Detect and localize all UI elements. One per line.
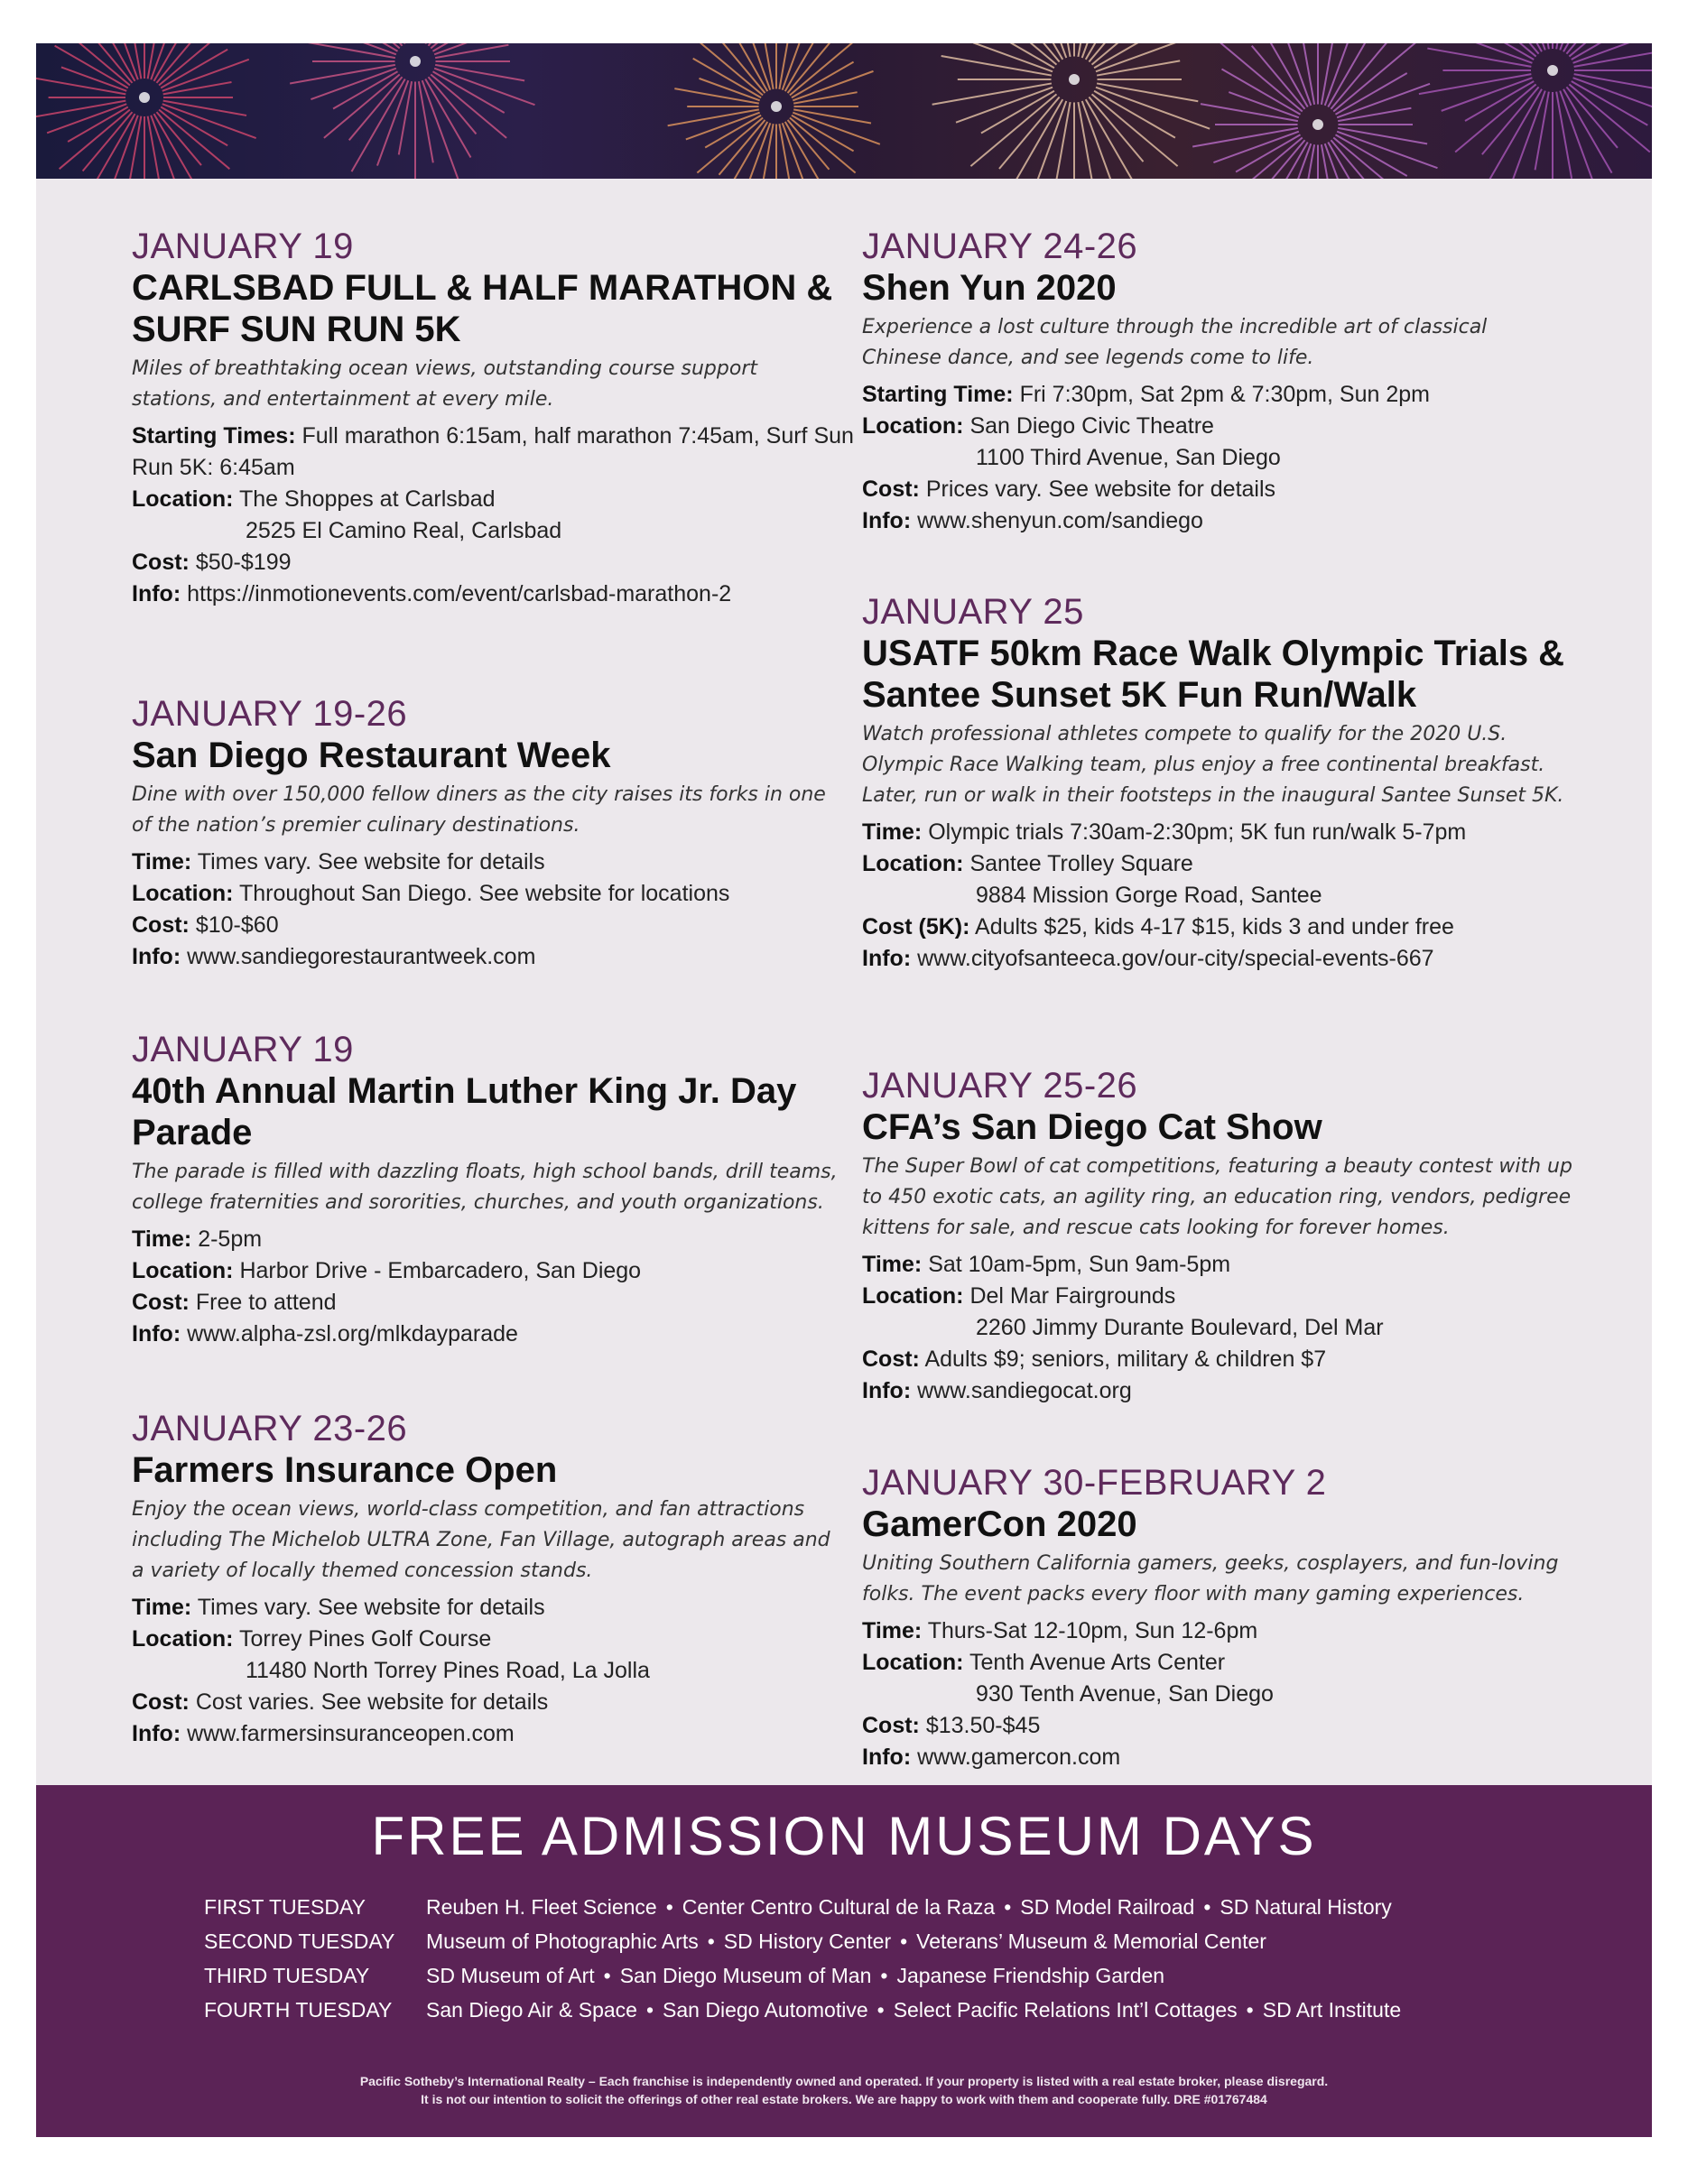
event-link[interactable]: www.gamercon.com <box>917 1744 1121 1770</box>
bullet-separator: • <box>880 1964 888 1987</box>
event-detail: Location: Del Mar Fairgrounds <box>862 1283 1176 1309</box>
event-date: JANUARY 24-26 <box>862 227 1138 266</box>
event-detail: Info: www.cityofsanteeca.gov/our-city/special-events-667 <box>862 946 1434 971</box>
event-link[interactable]: https://inmotionevents.com/event/carlsbad-marathon-2 <box>187 581 732 606</box>
bullet-separator: • <box>645 1998 654 2022</box>
museum-name: SD Art Institute <box>1262 1998 1402 2022</box>
event-detail: Time: Thurs-Sat 12-10pm, Sun 12-6pm <box>862 1618 1258 1643</box>
museum-name: Veterans’ Museum & Memorial Center <box>916 1930 1266 1953</box>
event-detail: Info: www.farmersinsuranceopen.com <box>132 1721 515 1746</box>
event-address: 2525 El Camino Real, Carlsbad <box>246 518 562 543</box>
event-title: Shen Yun 2020 <box>862 268 1117 308</box>
event-detail: Location: Harbor Drive - Embarcadero, San Diego <box>132 1258 642 1283</box>
event-detail: Info: www.sandiegocat.org <box>862 1378 1132 1403</box>
museum-list <box>426 1895 1392 1919</box>
bullet-separator: • <box>707 1930 715 1953</box>
bullet-separator: • <box>1246 1998 1254 2022</box>
museum-row <box>204 1962 1164 1989</box>
museum-name: Museum of Photographic Arts <box>426 1930 699 1953</box>
event-detail: Cost: $13.50-$45 <box>862 1713 1041 1738</box>
event-link[interactable]: www.farmersinsuranceopen.com <box>187 1721 515 1746</box>
museum-row <box>204 1928 1266 1955</box>
event-detail: Location: Throughout San Diego. See website for locations <box>132 881 730 906</box>
event-date: JANUARY 23-26 <box>132 1409 408 1448</box>
event-address: 11480 North Torrey Pines Road, La Jolla <box>246 1658 650 1683</box>
event-detail: Info: www.shenyun.com/sandiego <box>862 508 1203 533</box>
museum-day: FIRST TUESDAY <box>204 1895 366 1919</box>
museum-row <box>204 1996 1401 2023</box>
event-detail: Cost: Adults $9; seniors, military & children $7 <box>862 1346 1327 1372</box>
disclaimer-line: Pacific Sotheby’s International Realty – Each franchise is independently owned and operated. If your property is listed with a real estate broker, please disregard. <box>359 2074 1329 2088</box>
firework-burst <box>290 43 534 179</box>
event-detail: Info: www.alpha-zsl.org/mlkdayparade <box>132 1321 518 1346</box>
event-detail: Cost: Prices vary. See website for details <box>862 477 1276 502</box>
museum-name: SD History Center <box>723 1930 892 1953</box>
disclaimer <box>36 2072 1652 2108</box>
event-description: Experience a lost culture through the incredible art of classical Chinese dance, and see legends come to life. <box>862 316 1488 369</box>
event-item <box>132 226 872 610</box>
event-item <box>862 226 1602 537</box>
event-item <box>862 591 1602 975</box>
bullet-separator: • <box>876 1998 885 2022</box>
museum-row <box>204 1893 1392 1920</box>
event-title: CARLSBAD FULL & HALF MARATHON & SURF SUN RUN 5K <box>132 268 833 349</box>
event-detail: Time: 2-5pm <box>132 1226 263 1252</box>
firework-burst <box>932 43 1210 179</box>
event-item <box>862 1462 1602 1773</box>
event-detail: Time: Times vary. See website for details <box>132 1595 545 1620</box>
museum-list <box>426 1998 1401 2022</box>
firework-burst <box>668 43 880 179</box>
event-detail: Cost: $10-$60 <box>132 912 279 938</box>
event-description: The Super Bowl of cat competitions, featuring a beauty contest with up to 450 exotic cats, an agility ring, an education ring, vendors, pedigree kittens for sale, and rescue cats looking for forever homes. <box>862 1155 1572 1239</box>
flyer-page <box>36 43 1652 2137</box>
museum-name: SD Museum of Art <box>426 1964 595 1987</box>
event-item <box>862 1065 1602 1407</box>
bullet-separator: • <box>665 1895 673 1919</box>
event-title: 40th Annual Martin Luther King Jr. Day Parade <box>132 1071 797 1152</box>
event-item <box>132 693 872 973</box>
event-link[interactable]: www.shenyun.com/sandiego <box>917 508 1203 533</box>
event-link[interactable]: www.cityofsanteeca.gov/our-city/special-events-667 <box>917 946 1434 971</box>
event-link[interactable]: www.alpha-zsl.org/mlkdayparade <box>187 1321 518 1346</box>
event-date: JANUARY 25 <box>862 592 1084 632</box>
event-detail: Time: Sat 10am-5pm, Sun 9am-5pm <box>862 1252 1231 1277</box>
event-detail: Location: Torrey Pines Golf Course <box>132 1626 492 1652</box>
event-date: JANUARY 30-FEBRUARY 2 <box>862 1463 1327 1503</box>
event-description: Uniting Southern California gamers, geeks, cosplayers, and fun-loving folks. The event packs every floor with many gaming experiences. <box>862 1552 1559 1606</box>
museum-list <box>426 1930 1266 1953</box>
event-address: 1100 Third Avenue, San Diego <box>976 445 1281 470</box>
museum-day: FOURTH TUESDAY <box>204 1998 393 2022</box>
museum-name: SD Model Railroad <box>1020 1895 1195 1919</box>
bullet-separator: • <box>900 1930 908 1953</box>
museum-days-title: FREE ADMISSION MUSEUM DAYS <box>371 1806 1317 1866</box>
event-description: Miles of breathtaking ocean views, outstanding course support stations, and entertainment at every mile. <box>132 357 757 411</box>
firework-burst <box>1192 43 1437 179</box>
museum-name: San Diego Museum of Man <box>619 1964 872 1987</box>
event-date: JANUARY 19 <box>132 227 354 266</box>
museum-name: SD Natural History <box>1220 1895 1392 1919</box>
event-description: Watch professional athletes compete to qualify for the 2020 U.S. Olympic Race Walking team, plus enjoy a free continental breakfast. Later, run or walk in their footsteps in the inaugural Santee Sunset 5K. <box>862 723 1564 807</box>
event-title: USATF 50km Race Walk Olympic Trials & Santee Sunset 5K Fun Run/Walk <box>862 634 1565 715</box>
museum-day: THIRD TUESDAY <box>204 1964 370 1987</box>
event-detail: Location: Santee Trolley Square <box>862 851 1193 876</box>
museum-name: Center Centro Cultural de la Raza <box>682 1895 996 1919</box>
event-link[interactable]: www.sandiegocat.org <box>917 1378 1132 1403</box>
event-detail: Info: www.gamercon.com <box>862 1744 1121 1770</box>
event-title: GamerCon 2020 <box>862 1504 1137 1544</box>
museum-name: Select Pacific Relations Int’l Cottages <box>893 1998 1238 2022</box>
museum-days-band <box>36 1785 1652 2137</box>
disclaimer-line: It is not our intention to solicit the offerings of other real estate brokers. We are happy to work with them and cooperate fully. DRE #01767484 <box>421 2092 1267 2106</box>
museum-list <box>426 1964 1164 1987</box>
event-date: JANUARY 19 <box>132 1030 354 1069</box>
event-detail: Starting Time: Fri 7:30pm, Sat 2pm & 7:30pm, Sun 2pm <box>862 382 1430 407</box>
event-detail: Starting Times: Full marathon 6:15am, half marathon 7:45am, Surf Sun Run 5K: 6:45am <box>132 423 854 480</box>
event-item <box>132 1029 872 1350</box>
event-date: JANUARY 25-26 <box>862 1066 1138 1106</box>
event-detail: Cost (5K): Adults $25, kids 4-17 $15, kids 3 and under free <box>862 914 1454 939</box>
event-address: 930 Tenth Avenue, San Diego <box>976 1681 1274 1707</box>
event-description: The parade is filled with dazzling floats, high school bands, drill teams, college fraternities and sororities, churches, and youth organizations. <box>132 1161 838 1214</box>
event-detail: Location: The Shoppes at Carlsbad <box>132 486 496 512</box>
event-title: Farmers Insurance Open <box>132 1450 558 1490</box>
bullet-separator: • <box>603 1964 611 1987</box>
museum-name: Japanese Friendship Garden <box>896 1964 1165 1987</box>
museum-name: San Diego Automotive <box>663 1998 868 2022</box>
fireworks-banner <box>36 43 1652 179</box>
event-detail: Info: www.sandiegorestaurantweek.com <box>132 944 536 969</box>
museum-name: Reuben H. Fleet Science <box>426 1895 657 1919</box>
museum-name: San Diego Air & Space <box>426 1998 637 2022</box>
event-description: Dine with over 150,000 fellow diners as the city raises its forks in one of the nation’s premier culinary destinations. <box>132 783 826 837</box>
event-address: 2260 Jimmy Durante Boulevard, Del Mar <box>976 1315 1384 1340</box>
firework-burst <box>36 43 256 179</box>
museum-day: SECOND TUESDAY <box>204 1930 395 1953</box>
event-detail: Location: Tenth Avenue Arts Center <box>862 1650 1226 1675</box>
event-title: San Diego Restaurant Week <box>132 736 611 775</box>
event-detail: Cost: Free to attend <box>132 1290 337 1315</box>
event-date: JANUARY 19-26 <box>132 694 408 734</box>
event-detail: Cost: Cost varies. See website for details <box>132 1689 549 1715</box>
event-link[interactable]: www.sandiegorestaurantweek.com <box>187 944 536 969</box>
event-detail: Time: Times vary. See website for details <box>132 849 545 875</box>
event-address: 9884 Mission Gorge Road, Santee <box>976 883 1322 908</box>
event-detail: Info: https://inmotionevents.com/event/carlsbad-marathon-2 <box>132 581 732 606</box>
event-detail: Location: San Diego Civic Theatre <box>862 413 1214 439</box>
event-detail: Cost: $50-$199 <box>132 550 292 575</box>
event-detail: Time: Olympic trials 7:30am-2:30pm; 5K fun run/walk 5-7pm <box>862 819 1467 845</box>
bullet-separator: • <box>1203 1895 1211 1919</box>
bullet-separator: • <box>1004 1895 1012 1919</box>
firework-burst <box>1419 43 1652 179</box>
fireworks-image <box>36 43 1652 179</box>
event-description: Enjoy the ocean views, world-class competition, and fan attractions including The Michelob ULTRA Zone, Fan Village, autograph areas and a variety of locally themed concession stands. <box>132 1498 830 1582</box>
event-item <box>132 1408 872 1750</box>
event-title: CFA’s San Diego Cat Show <box>862 1107 1322 1147</box>
